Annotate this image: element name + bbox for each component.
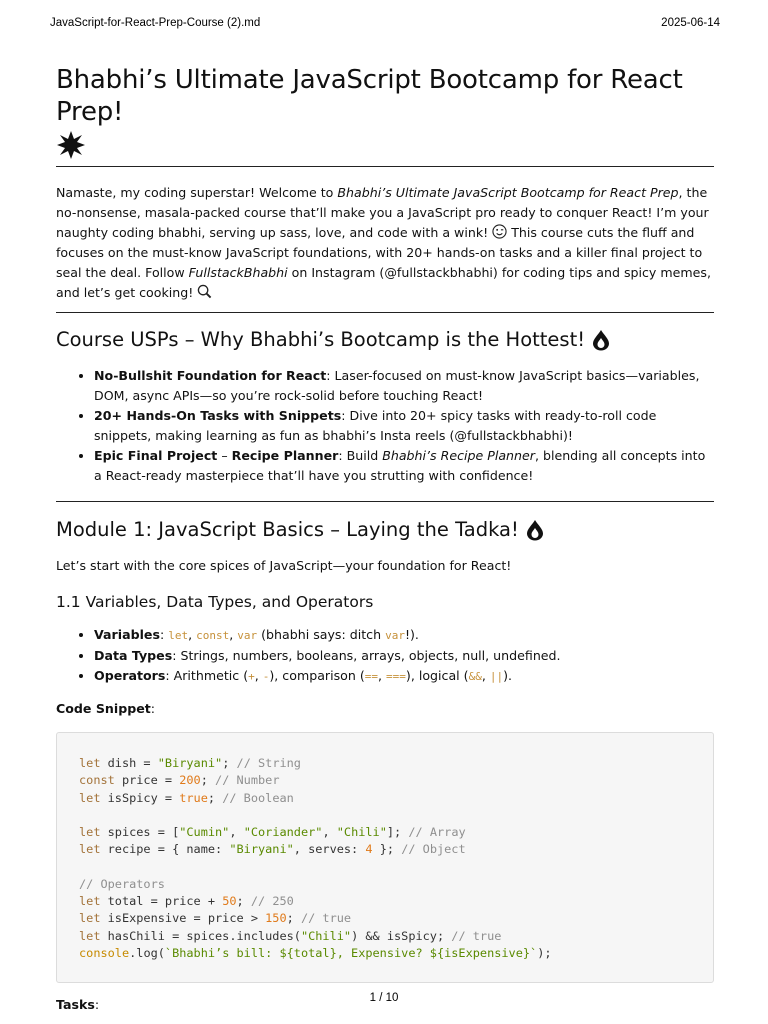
divider xyxy=(56,501,714,502)
print-header xyxy=(50,17,720,29)
divider xyxy=(56,166,714,167)
page-title xyxy=(56,64,714,160)
list-item: • Variables: let, const, var (bhabhi says: ditch var!). xyxy=(94,625,714,646)
document-body xyxy=(56,64,714,1015)
intro-paragraph: Namaste, my coding superstar! Welcome to Bhabhi’s Ultimate JavaScript Bootcamp for React Prep, the no-nonsense, masala-packed course that’ll make you a JavaScript pro ready to conquer React! I’m your naughty coding bhabhi, serving up sass, love, and code with a wink! This course cuts the fluff and focuses on the must-know JavaScript foundations, with 20+ hands-on tasks and a killer final project to seal the deal. Follow FullstackBhabhi on Instagram (@fullstackbhabhi) for coding tips and spicy memes, and let’s get cooking! xyxy=(56,185,711,300)
module-intro: Let’s start with the core spices of JavaScript—your foundation for React! xyxy=(56,558,512,573)
fire-drop-icon xyxy=(525,519,545,541)
code-snippet-label: Code Snippet: xyxy=(56,701,156,716)
sparkle-burst-icon xyxy=(56,130,86,160)
section-heading-module1: Module 1: JavaScript Basics – Laying the Tadka! xyxy=(56,516,714,544)
usps-list xyxy=(56,366,714,486)
magnifier-icon xyxy=(197,284,212,299)
subsection-heading: 1.1 Variables, Data Types, and Operators xyxy=(56,593,374,611)
page-number: 1 / 10 xyxy=(369,992,399,1004)
file-name: JavaScript-for-React-Prep-Course (2).md xyxy=(50,17,261,29)
print-date: 2025-06-14 xyxy=(661,17,720,29)
list-item: • 20+ Hands-On Tasks with Snippets: Dive into 20+ spicy tasks with ready-to-roll code snippets, making learning as fun as bhabhi’s Insta reels (@fullstackbhabhi)! xyxy=(94,406,714,446)
page-title-text: Bhabhi’s Ultimate JavaScript Bootcamp for React Prep! xyxy=(56,65,683,127)
course-name: Bhabhi’s Ultimate JavaScript Bootcamp for React Prep xyxy=(337,185,679,200)
list-item: • No-Bullshit Foundation for React: Laser-focused on must-know JavaScript basics—variables, DOM, async APIs—so you’re rock-solid before touching React! xyxy=(94,366,714,406)
concepts-list xyxy=(56,625,714,687)
divider xyxy=(56,312,714,313)
section-heading-usps: Course USPs – Why Bhabhi’s Bootcamp is the Hottest! xyxy=(56,326,714,354)
tasks-label: Tasks: xyxy=(56,997,100,1012)
list-item: • Operators: Arithmetic (+, -), comparison (==, ===), logical (&&, ||). xyxy=(94,666,714,687)
list-item: • Data Types: Strings, numbers, booleans, arrays, objects, null, undefined. xyxy=(94,646,714,666)
list-item: • Epic Final Project – Recipe Planner: Build Bhabhi’s Recipe Planner, blending all concepts into a React-ready masterpiece that’ll have you strutting with confidence! xyxy=(94,446,714,486)
wink-face-icon xyxy=(492,224,507,239)
brand-name: FullstackBhabhi xyxy=(188,265,288,280)
fire-drop-icon xyxy=(591,329,611,351)
code-block: let dish = "Biryani"; // String const price = 200; // Number let isSpicy = true; // Boolean let spices = ["Cumin", "Coriander", "Chili"]; // Array let recipe = { name: "Biryani", serves: 4 }; // Object // Operators let total = price + 50; // 250 let isExpensive = price > 150; // true let hasChili = spices.includes("Chili") && isSpicy; // true console.log(`Bhabhi’s bill: ${total}, Expensive? ${isExpensive}`); xyxy=(56,732,714,983)
